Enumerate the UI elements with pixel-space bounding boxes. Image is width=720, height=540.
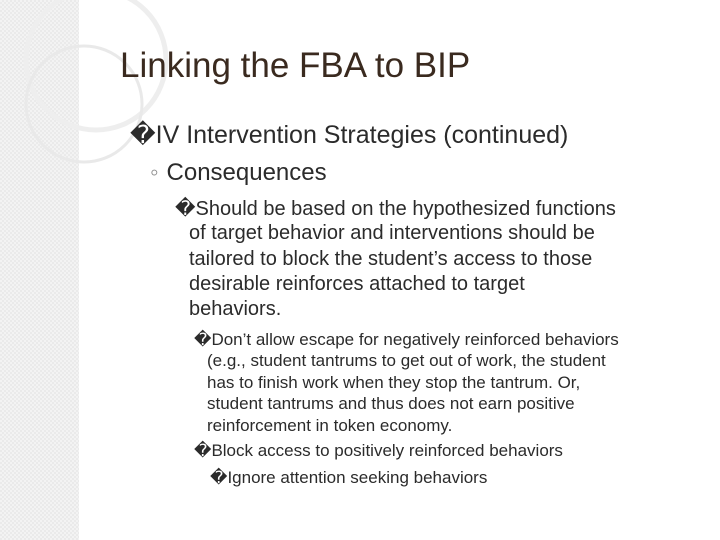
bullet-glyph-icon: � bbox=[210, 468, 228, 488]
bullet-level1 bbox=[130, 120, 568, 150]
bullet-level4a-line-3: has to finish work when they stop the tantrum. Or, bbox=[207, 373, 581, 392]
bullet-level4a-line-2: (e.g., student tantrums to get out of work, the student bbox=[207, 351, 606, 370]
bullet-level5-text: Ignore attention seeking behaviors bbox=[227, 468, 488, 487]
slide-title: Linking the FBA to BIP bbox=[120, 46, 471, 85]
bullet-level4a-line-5: reinforcement in token economy. bbox=[207, 416, 453, 435]
bullet-level4b-text: Block access to positively reinforced behaviors bbox=[211, 441, 563, 460]
bullet-level2-text: Consequences bbox=[166, 159, 327, 186]
bullet-level3-line-5: behaviors. bbox=[189, 298, 282, 320]
bullet-level3-line-2: of target behavior and interventions should be bbox=[189, 222, 595, 244]
bullet-level4a-text: Don’t allow escape for negatively reinforced behaviors bbox=[211, 330, 619, 349]
bullet-level3-line-1 bbox=[175, 196, 616, 221]
bullet-glyph-icon: � bbox=[175, 196, 196, 220]
bullet-level4b bbox=[194, 441, 563, 461]
bullet-level3-line-3: tailored to block the student’s access to those bbox=[189, 248, 593, 270]
bullet-level5 bbox=[210, 468, 487, 488]
bullet-glyph-icon: � bbox=[194, 441, 212, 461]
bullet-glyph-icon: � bbox=[194, 330, 212, 350]
bullet-level1-text: IV Intervention Strategies (continued) bbox=[155, 121, 569, 149]
bullet-level4a-line-4: student tantrums and thus does not earn positive bbox=[207, 394, 575, 413]
hollow-bullet-icon: ◦ bbox=[150, 159, 159, 186]
bullet-level2 bbox=[150, 159, 327, 187]
bullet-glyph-icon: � bbox=[130, 120, 156, 149]
bullet-level3-text: Should be based on the hypothesized functions bbox=[195, 198, 616, 220]
bullet-level3-line-4: desirable reinforces attached to target bbox=[189, 273, 525, 295]
bullet-level4a-line-1 bbox=[194, 330, 619, 350]
